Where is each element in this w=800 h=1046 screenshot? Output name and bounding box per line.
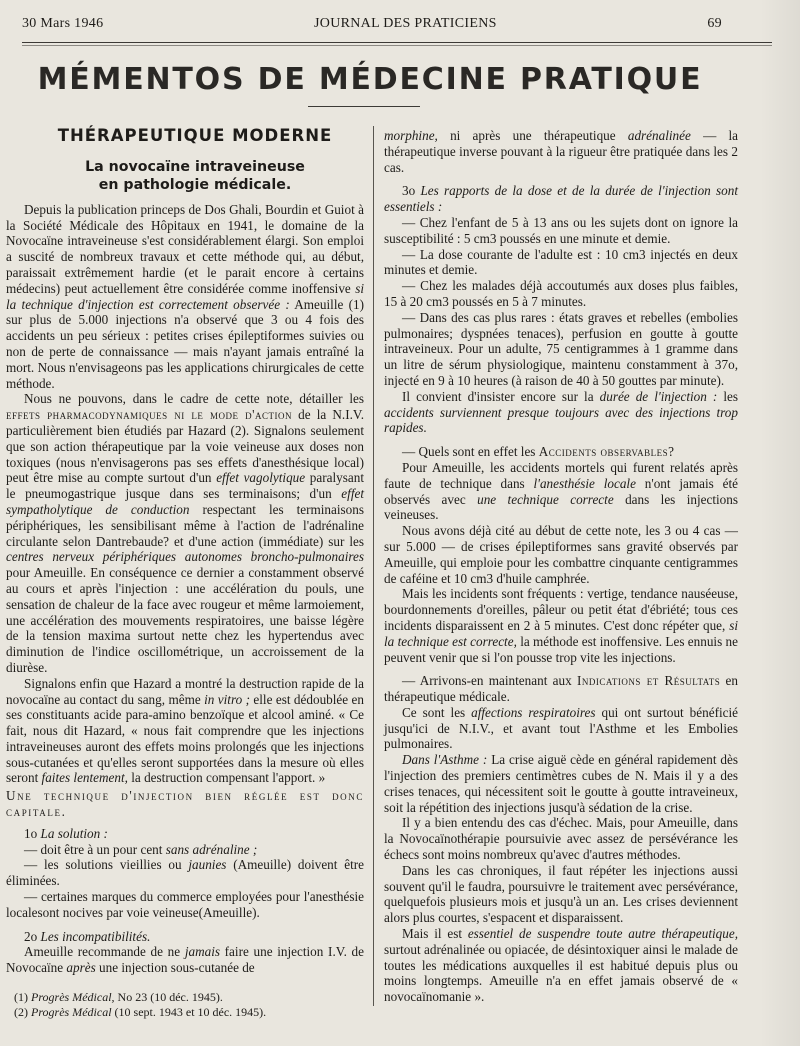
footnote-2: (2) Progrès Médical (10 sept. 1943 et 10 déc. 1945). bbox=[14, 1005, 267, 1020]
issue-date: 30 Mars 1946 bbox=[22, 16, 104, 31]
right-column bbox=[384, 128, 738, 1005]
item-dose-perfusion: — Dans des cas plus rares : états graves et rebelles (embolies pulmonaires; dyspnées tenaces), perfusion en goutte à goutte intraveineux. Pour un adulte, 75 centigrammes à 1 gramme dans un litre de sérum physiologique, maintenu constamment à 37o, injecté en 9 à 10 heures (à raison de 40 à 50 gouttes par minute). bbox=[384, 309, 738, 388]
paragraph-incompatibilities: Ameuille recommande de ne jamais faire une injection I.V. de Novocaïne après une injection sous-cutanée de bbox=[6, 944, 364, 976]
footnotes bbox=[6, 990, 364, 1020]
paragraph-chronic: Dans les cas chroniques, il faut répéter les injections aussi souvent qu'il le faudra, poursuivre le traitement avec persévérance, quelquefois plusieurs mois et jusqu'à un an. Les crises deviennent alors plus courtes, s'espacent et disparaissent. bbox=[384, 862, 738, 926]
journal-name: JOURNAL DES PRATICIENS bbox=[314, 16, 497, 31]
subheading-incompatibilities: 2o Les incompatibilités. bbox=[24, 928, 151, 944]
item-solution-concentration: — doit être à un pour cent sans adrénaline ; bbox=[24, 841, 258, 857]
paragraph-injection-duration: Il convient d'insister encore sur la durée de l'injection : les accidents surviennent presque toujours avec des injections trop rapides. bbox=[384, 388, 738, 436]
paragraph-continuation: morphine, ni après une thérapeutique adrénalinée — la thérapeutique inverse pouvant à la rigueur être pratiquée dans les 2 cas. bbox=[384, 128, 738, 175]
technique-heading: Une technique d'injection bien réglée est donc capitale. bbox=[6, 788, 364, 820]
article-title bbox=[6, 158, 364, 194]
page-edge-shade bbox=[760, 0, 800, 1046]
section-title: THÉRAPEUTIQUE MODERNE bbox=[57, 126, 333, 145]
paragraph-accidents-heading: — Quels sont en effet les Accidents observables? bbox=[402, 444, 675, 460]
paragraph-intro: Depuis la publication princeps de Dos Ghali, Bourdin et Guiot à la Société Médicale des Hôpitaux en 1941, le domaine de la Novocaïne intraveineuse s'est considérablement élargi. Son emploi a suscité de nombreux travaux et cette méthode qui, au début, paraissait extrêmement hardie (et le parait encore à certains médecins) peut actuellement être considérée comme inoffensive si la technique d'injection est correctement observée : Ameuille (1) sur plus de 5.000 injections n'a observé que 3 ou 4 fois des accidents un peu sérieux : petites crises épileptiformes suivies ou non de perte de connaissance — mais n'ayant jamais entraîné la mort. Nous n'envisageons pas les applications chirurgicales de cette méthode. bbox=[6, 201, 364, 391]
paragraph-failures: Il y a bien entendu des cas d'échec. Mais, pour Ameuille, dans la Novocaïnothérapie poursuivie avec assez de persévérance les échecs sont moins nombreux qu'avec d'autres méthodes. bbox=[384, 815, 738, 863]
item-dose-child: — Chez l'enfant de 5 à 13 ans ou les sujets dont on ignore la susceptibilité : 5 cm3 poussés en une minute et demie. bbox=[384, 214, 738, 246]
item-dose-adult: — La dose courante de l'adulte est : 10 cm3 injectés en deux minutes et demie. bbox=[384, 246, 738, 278]
paragraph-destruction: Signalons enfin que Hazard a montré la destruction rapide de la novocaïne au contact du sang, même in vitro ; elle est dédoublée en ses constituants acide para-amino benzoïque et alcool aminé. « Ce fait, nous dit Hazard, « nous fait comprendre que les injections intraveineuses auront des effets moins prolongés que les injections sous-cutanées et qu'elles seront supportées dans la mesure où elles seront faites lentement, la destruction compensant l'apport. » bbox=[6, 675, 364, 786]
article-title-line-2: en pathologie médicale. bbox=[98, 176, 292, 193]
header-rule bbox=[22, 42, 772, 43]
paragraph-accidents: Pour Ameuille, les accidents mortels qui furent relatés après faute de technique dans l'anesthésie locale n'ont jamais été observés avec une technique correcte dans les injections veineuses. bbox=[384, 459, 738, 523]
footnote-1: (1) Progrès Médical, No 23 (10 déc. 1945). bbox=[14, 990, 223, 1005]
masthead-title: MÉMENTOS DE MÉDECINE PRATIQUE bbox=[37, 62, 703, 97]
item-solution-aged: — les solutions vieillies ou jaunies (Ameuille) doivent être éliminées. bbox=[6, 857, 364, 889]
item-solution-brands: — certaines marques du commerce employées pour l'anesthésie localesont nocives par voie veineuse(Ameuille). bbox=[6, 889, 364, 920]
paragraph-indications-heading: — Arrivons-en maintenant aux Indications et Résultats en thérapeutique médicale. bbox=[384, 673, 738, 705]
column-divider bbox=[373, 126, 374, 1006]
paragraph-pharmacodynamics: Nous ne pouvons, dans le cadre de cette note, détailler les effets pharmacodynamiques ni le mode d'action de la N.I.V. particulièrement bien étudiés par Hazard (2). Signalons seulement que son action thérapeutique par la voie veineuse aux doses non toxiques (nous n'envisagerons pas ses effets d'anesthésique local) peut être mise au compte surtout d'un effet vagolytique paralysant le pneumogastrique jusque dans ses terminaisons; d'un effet sympatholytique de conduction respectant les terminaisons périphériques, les sensibilisant même à l'action de l'adrénaline circulante selon Dantrebaude? et d'une action (immédiate) sur les centres nerveux périphériques autonomes broncho-pulmonaires pour Ameuille. En conséquence ce dernier a constamment observé au cours et après l'injection : une accélération du pouls, une sensation de chaleur de la face avec rougeur et même larmoiement, une accélération des mouvements respiratoires, une baisse légère de la tension maxima surtout nette chez les hypertendus avec diminution de l'indice oscillométrique, un accroissement de la diurèse. bbox=[6, 391, 365, 675]
article-title-line-1: La novocaïne intraveineuse bbox=[85, 158, 305, 175]
subheading-dose-duration: 3o Les rapports de la dose et de la durée de l'injection sont essentiels : bbox=[384, 183, 738, 215]
masthead-rule bbox=[308, 106, 420, 107]
left-column bbox=[6, 128, 364, 1020]
page-number: 69 bbox=[707, 16, 722, 31]
paragraph-asthma: Dans l'Asthme : La crise aiguë cède en général rapidement dès l'injection des premiers centimètres cubes de N. Mais il y a des crises tenaces, qui nécessitent soit le goutte à goutte intraveineux, soit la répétition des injections jusqu'à sédation de la crise. bbox=[384, 752, 738, 815]
header-rule-thin bbox=[22, 45, 772, 46]
paragraph-suspend-therapy: Mais il est essentiel de suspendre toute autre thérapeutique, surtout adrénalinée ou opiacée, de désintoxiquer ainsi le malade de toutes les médications auxquelles il est habitué depuis plus ou moins longtemps. Ameuille n'a en effet jamais observé de « novocaïnomanie ». bbox=[384, 926, 738, 1005]
paragraph-incidents: Mais les incidents sont fréquents : vertige, tendance nauséeuse, bourdonnements d'oreilles, pâleur ou petit état d'ébriété; tous ces incidents disparaissent en 2 à 5 minutes. C'est donc répéter que, si la technique est correcte, la méthode est inoffensive. Les ennuis ne peuvent venir que si l'on pousse trop vite les injections. bbox=[384, 586, 738, 665]
paragraph-respiratory: Ce sont les affections respiratoires qui ont surtout bénéficié jusqu'ici de N.I.V., et avant tout l'Asthme et les Embolies pulmonaires. bbox=[384, 704, 738, 752]
subheading-solution: 1o La solution : bbox=[24, 825, 108, 841]
item-dose-accustomed: — Chez les malades déjà accoutumés aux doses plus faibles, 15 à 20 cm3 poussés en 5 à 7 minutes. bbox=[384, 278, 738, 309]
paragraph-epileptiform: Nous avons déjà cité au début de cette note, les 3 ou 4 cas — sur 5.000 — de crises épileptiformes sans gravité observés par Ameuille, qui emploie pour les combattre cinquante centigrammes de caféine et 10 cm3 d'huile camphrée. bbox=[384, 523, 738, 586]
running-head bbox=[22, 16, 722, 32]
